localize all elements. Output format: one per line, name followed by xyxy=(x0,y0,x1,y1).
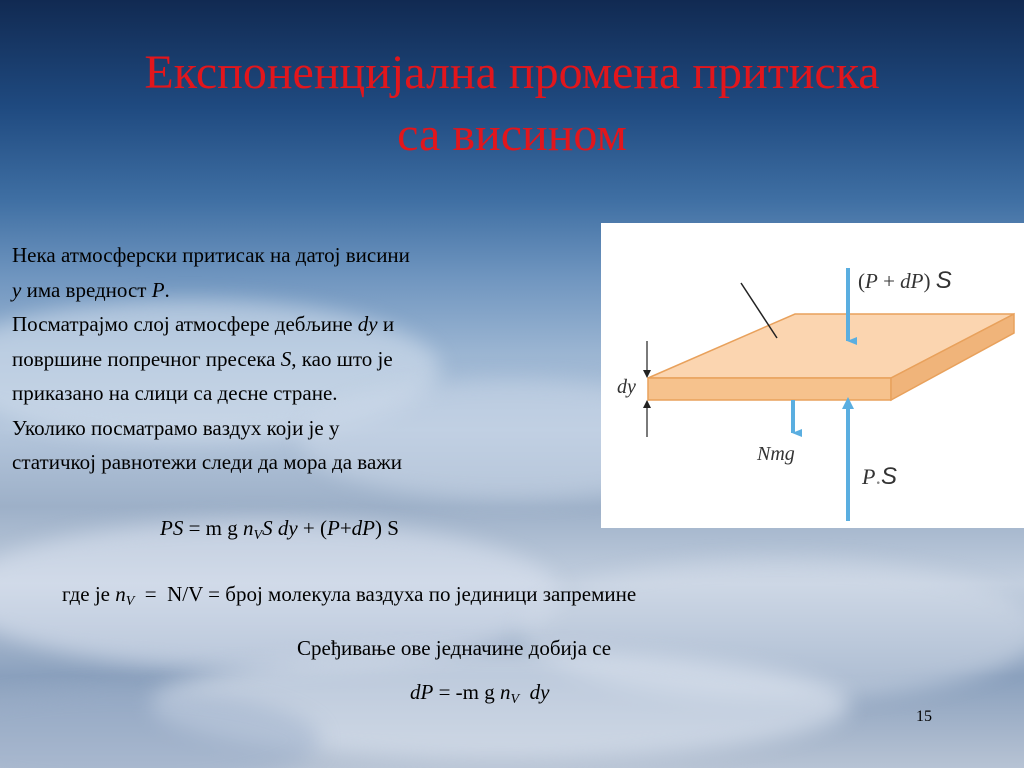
var-p: P xyxy=(151,277,165,302)
page-number: 15 xyxy=(916,708,932,725)
top-force-label: (P + dP) S xyxy=(858,267,952,294)
var-s: S xyxy=(280,346,292,371)
body-line-6: Уколико посматрамо ваздух који је у xyxy=(12,415,340,440)
dy-arrowhead-lower xyxy=(643,400,651,408)
body-line-7: статичкој равнотежи следи да мора да важи xyxy=(12,450,403,474)
bottom-force-label: P.S xyxy=(862,463,897,490)
weight-label: Nmg xyxy=(757,443,795,465)
body-line-4: површине попречног пресека S, као што је xyxy=(12,346,393,371)
thickness-label: dy xyxy=(617,376,636,398)
body-line-2: y има вредност P. xyxy=(12,277,170,302)
body-line-5: приказано на слици са десне стране. xyxy=(12,381,338,405)
rearranging-text: Сређивање ове једначине добија се xyxy=(297,636,612,660)
var-dy: dy xyxy=(357,312,378,336)
body-line-3: Посматрајмо слој атмосфере дебљине dy и xyxy=(12,312,395,336)
pressure-slab-diagram xyxy=(601,223,1024,528)
var-y: y xyxy=(12,277,22,302)
diagram-svg xyxy=(601,223,1024,528)
result-equation: dP = -m g $n_V$ dy xyxy=(410,680,550,707)
title-line-1: Експоненцијална промена притиска xyxy=(144,46,880,99)
body-text xyxy=(12,238,572,480)
slab-front-face xyxy=(648,378,891,400)
equilibrium-equation: PS = m g $n_VS$ dy + (P+dP) S xyxy=(160,516,399,543)
title-line-2: са висином xyxy=(397,108,627,161)
slide-title xyxy=(40,42,984,166)
number-density-definition: где је $n_V = N/V$ = број молекула ваздуха по јединици запремине xyxy=(62,582,637,609)
body-line-1: Нека атмосферски притисак на датој висини xyxy=(12,243,410,267)
